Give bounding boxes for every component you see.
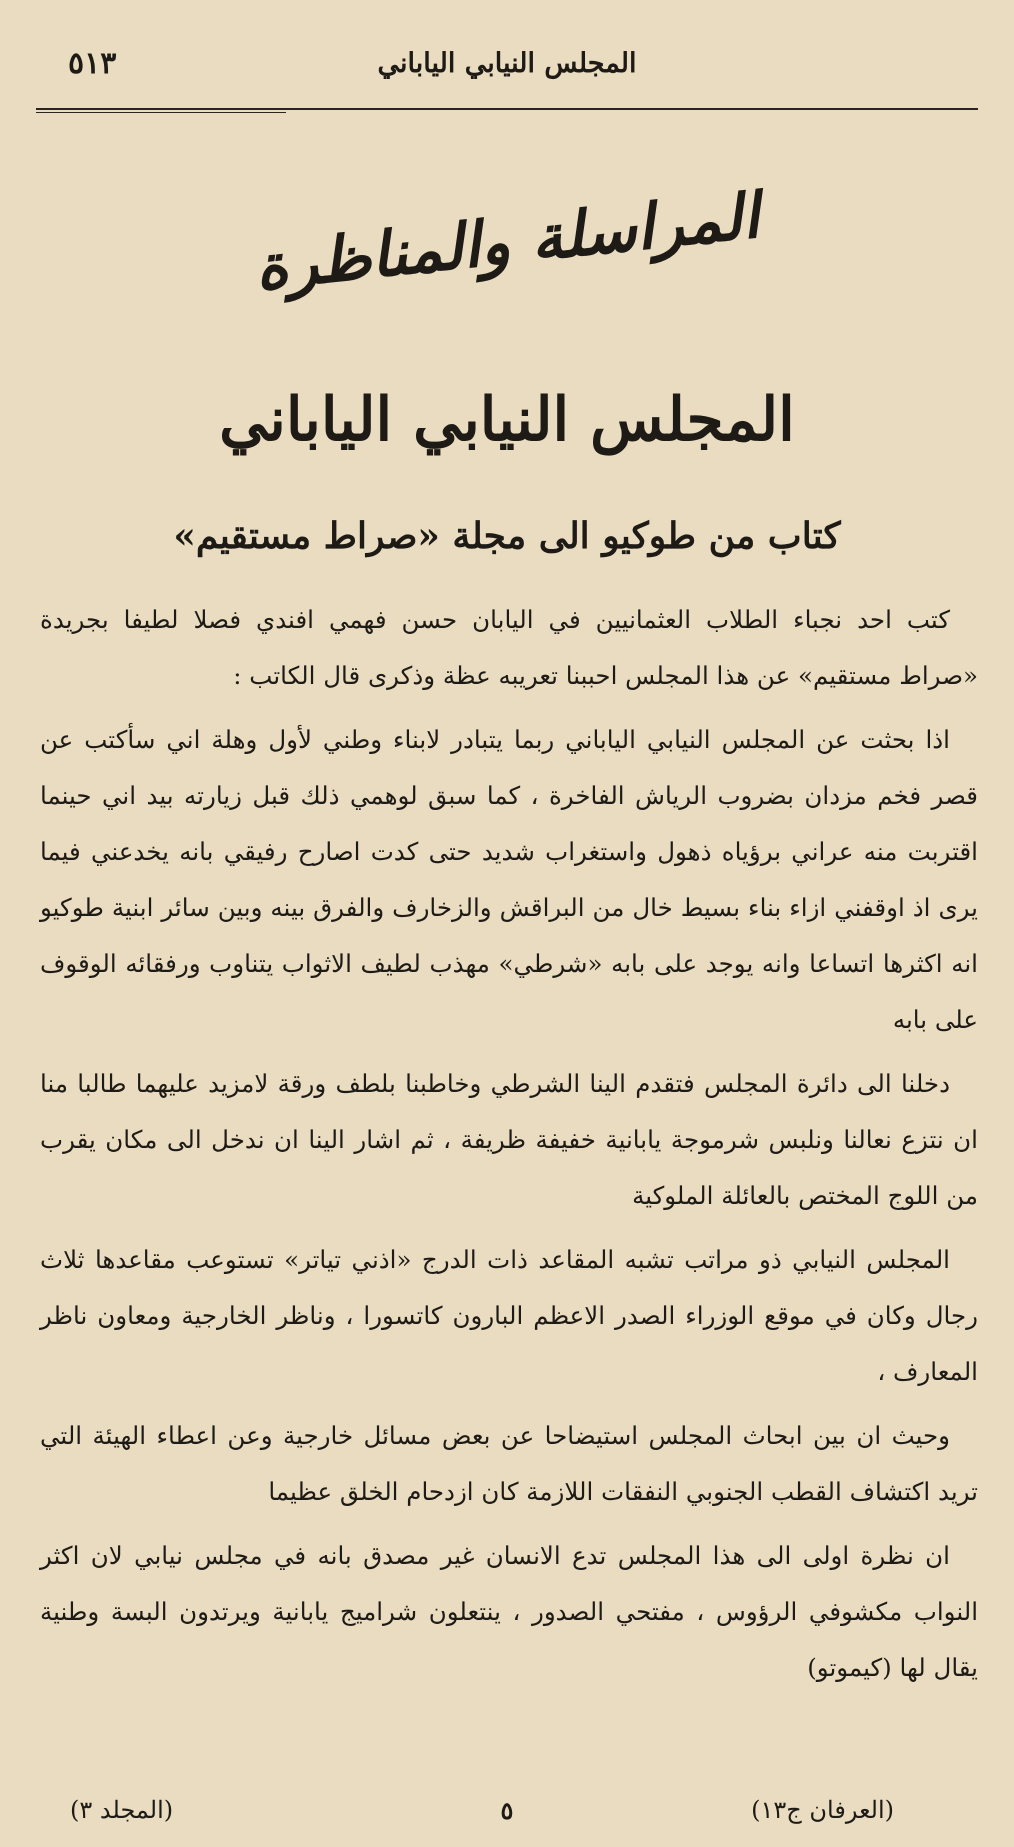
paragraph: كتب احد نجباء الطلاب العثمانيين في اليابان حسن فهمي افندي فصلا لطيفا بجريدة «صراط مستقيم» عن هذا المجلس احببنا تعريبه عظة وذكرى قال الكاتب : xyxy=(40,605,978,690)
paragraph: دخلنا الى دائرة المجلس فتقدم الينا الشرطي وخاطبنا بلطف ورقة لامزيد عليهما طالبا منا ان نتزع نعالنا ونلبس شرموجة يابانية خفيفة ظريفة ، ثم اشار الينا ان ندخل الى مكان يقرب من اللوج المختص بالعائلة الملوكية xyxy=(40,1069,978,1210)
header-rule-secondary xyxy=(36,112,286,113)
article-subheading: كتاب من طوكيو الى مجلة «صراط مستقيم» xyxy=(173,515,841,557)
footer-journal: (العرفان ج١٣) xyxy=(751,1796,894,1824)
section-ornament-calligraphy: المراسلة والمناظرة xyxy=(251,178,763,305)
page-footer xyxy=(40,1796,974,1836)
running-head-title: المجلس النيابي الياباني xyxy=(377,48,637,79)
paragraph: وحيث ان بين ابحاث المجلس استيضاحا عن بعض مسائل خارجية وعن اعطاء الهيئة التي تريد اكتشاف القطب الجنوبي النفقات اللازمة كان ازدحام الخلق عظيما xyxy=(40,1421,978,1506)
footer-volume: (المجلد ٣) xyxy=(70,1796,174,1824)
page-number: ٥١٣ xyxy=(68,46,117,81)
paragraph: اذا بحثت عن المجلس النيابي الياباني ربما يتبادر لابناء وطني لأول وهلة اني سأكتب عن قصر فخم مزدان بضروب الرياش الفاخرة ، كما سبق لوهمي ذلك قبل زيارته بيد اني حينما اقتربت منه عراني برؤياه ذهول واستغراب شديد حتى كدت اصارح رفيقي بانه يخدعني فيما يرى اذ اوقفني ازاء بناء بسيط خال من البراقش والزخارف والفرق بينه وبين سائر ابنية طوكيو انه اكثرها اتساعا وانه يوجد على بابه «شرطي» مهذب لطيف الاثواب يتناوب ورفقائه الوقوف على بابه xyxy=(40,725,978,1034)
running-head xyxy=(40,40,974,100)
paragraph: ان نظرة اولى الى هذا المجلس تدع الانسان غير مصدق بانه في مجلس نيابي لان اكثر النواب مكشوفي الرؤوس ، مفتحي الصدور ، ينتعلون شراميج يابانية ويرتدون البسة وطنية يقال لها (كيموتو) xyxy=(40,1541,978,1682)
header-rule xyxy=(36,108,978,110)
article-heading: المجلس النيابي الياباني xyxy=(219,385,795,455)
footer-signature: ٥ xyxy=(500,1796,514,1825)
article-body xyxy=(40,592,978,1704)
paragraph: المجلس النيابي ذو مراتب تشبه المقاعد ذات الدرج «اذني تياتر» تستوعب مقاعدها ثلاث رجال وكان في موقع الوزراء الصدر الاعظم البارون كاتسورا ، وناظر الخارجية ومعاون ناظر المعارف ، xyxy=(40,1245,978,1386)
